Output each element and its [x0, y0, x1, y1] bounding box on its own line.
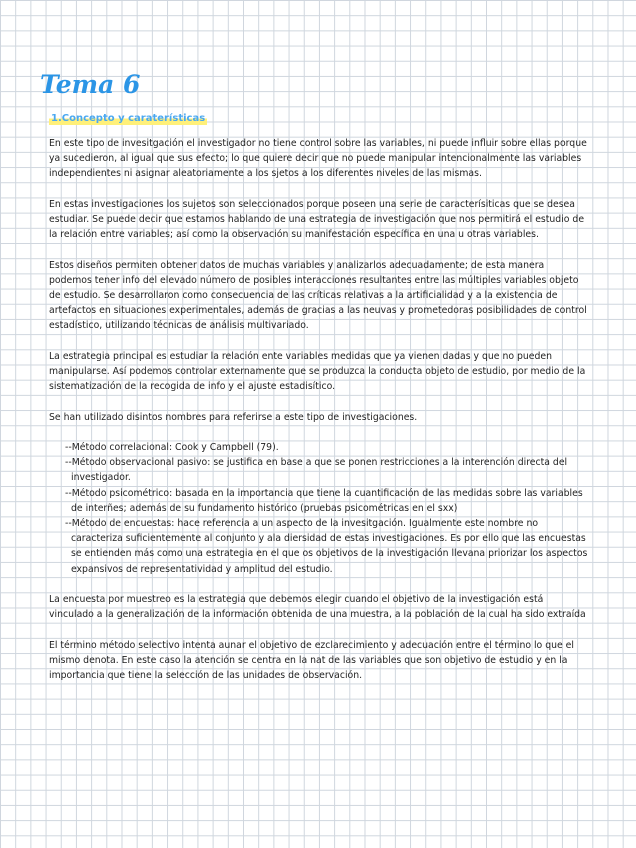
dash-bullet: --	[65, 518, 72, 529]
dash-bullet: --	[65, 487, 72, 499]
paragraph-1: En este tipo de invesitgación el investigador no tiene control sobre las variables, ni puede influir sobre ellas porque ya sucedieron, al igual que sus efecto; lo que quiere decir que no puede manipular intencionalmente las variables independientes ni asignar aleatoriamente a los sjetos a los diferentes niveles de las mismas.	[49, 138, 587, 180]
list-item-text: Método correlacional: Cook y Campbell (79).	[71, 441, 279, 453]
list-item	[65, 486, 589, 516]
paragraph-3: Estos diseños permiten obtener datos de muchas variables y analizarlos adecuadamente; de esta manera podemos tener info del elevado número de posibles interacciones resultantes entre las múltiples variables objeto de estudio. Se desarrollaron como consecuencia de las críticas relativas a la artificialidad y a la existencia de artefactos en situaciones experimentales, además de gracias a las neuvas y prometedoras posibilidades de control estadístico, utilizando técnicas de análisis multivariado.	[49, 259, 587, 332]
paragraph-5: Se han utilizado disintos nombres para referirse a este tipo de investigaciones.	[49, 411, 418, 423]
list-item	[65, 516, 589, 577]
list-item-text: Método de encuestas: hace referencia a un aspecto de la invesitgación. Igualmente este nombre no caracteriza suficientemente al conjunto y ala diersidad de estas investigaciones. Es por ello que las encuestas se entienden más como una estrategia en el que os objetivos de la investigación llevana priorizar los aspectos expansivos de representatividad y amplitud del estudio.	[71, 518, 588, 575]
section-heading: 1.Concepto y caraterísticas	[51, 113, 206, 124]
list-item	[65, 455, 589, 485]
dash-bullet: --	[65, 457, 72, 469]
paragraph-2: En estas investigaciones los sujetos son seleccionados porque poseen una serie de caracterísiticas que se desea estudiar. Se puede decir que estamos hablando de una estrategia de investigación que nos permitirá el estudio de la relación entre variables; así como la observación su manifestación específica en una u otras variables.	[49, 198, 585, 241]
paragraph-7: El término método selectivo intenta aunar el objetivo de ezclarecimiento y adecuación entre el término lo que el mismo denota. En este caso la atención se centra en la nat de las variables que son objetivo de estudio y en la importancia que tiene la selección de las unidades de observación.	[49, 639, 574, 681]
paragraph-4: La estrategia principal es estudiar la relación ente variables medidas que ya vienen dadas y que no pueden manipularse. Así podemos controlar externamente que se produzca la conducta objeto de estudio, por medio de la sistematización de la recogida de info y el ajuste estadisítico.	[49, 350, 586, 393]
list-item-text: Método observacional pasivo: se justifica en base a que se ponen restricciones a la interención directa del investigador.	[71, 457, 568, 484]
page-title: Tema 6	[40, 70, 141, 99]
notes-body	[49, 136, 589, 698]
paragraph-6: La encuesta por muestreo es la estrategia que debemos elegir cuando el objetivo de la investigación está vinculado a la generalización de la información obtenida de una muestra, a la población de la cual ha sido extraída	[49, 594, 586, 621]
list-item-text: Método psicométrico: basada en la importancia que tiene la cuantificación de las medidas sobre las variables de interñes; además de su fundamento histórico (pruebas psicométricas en el sxx)	[71, 487, 583, 514]
list-item	[65, 440, 589, 455]
methods-list	[49, 440, 589, 577]
dash-bullet: --	[65, 441, 72, 453]
